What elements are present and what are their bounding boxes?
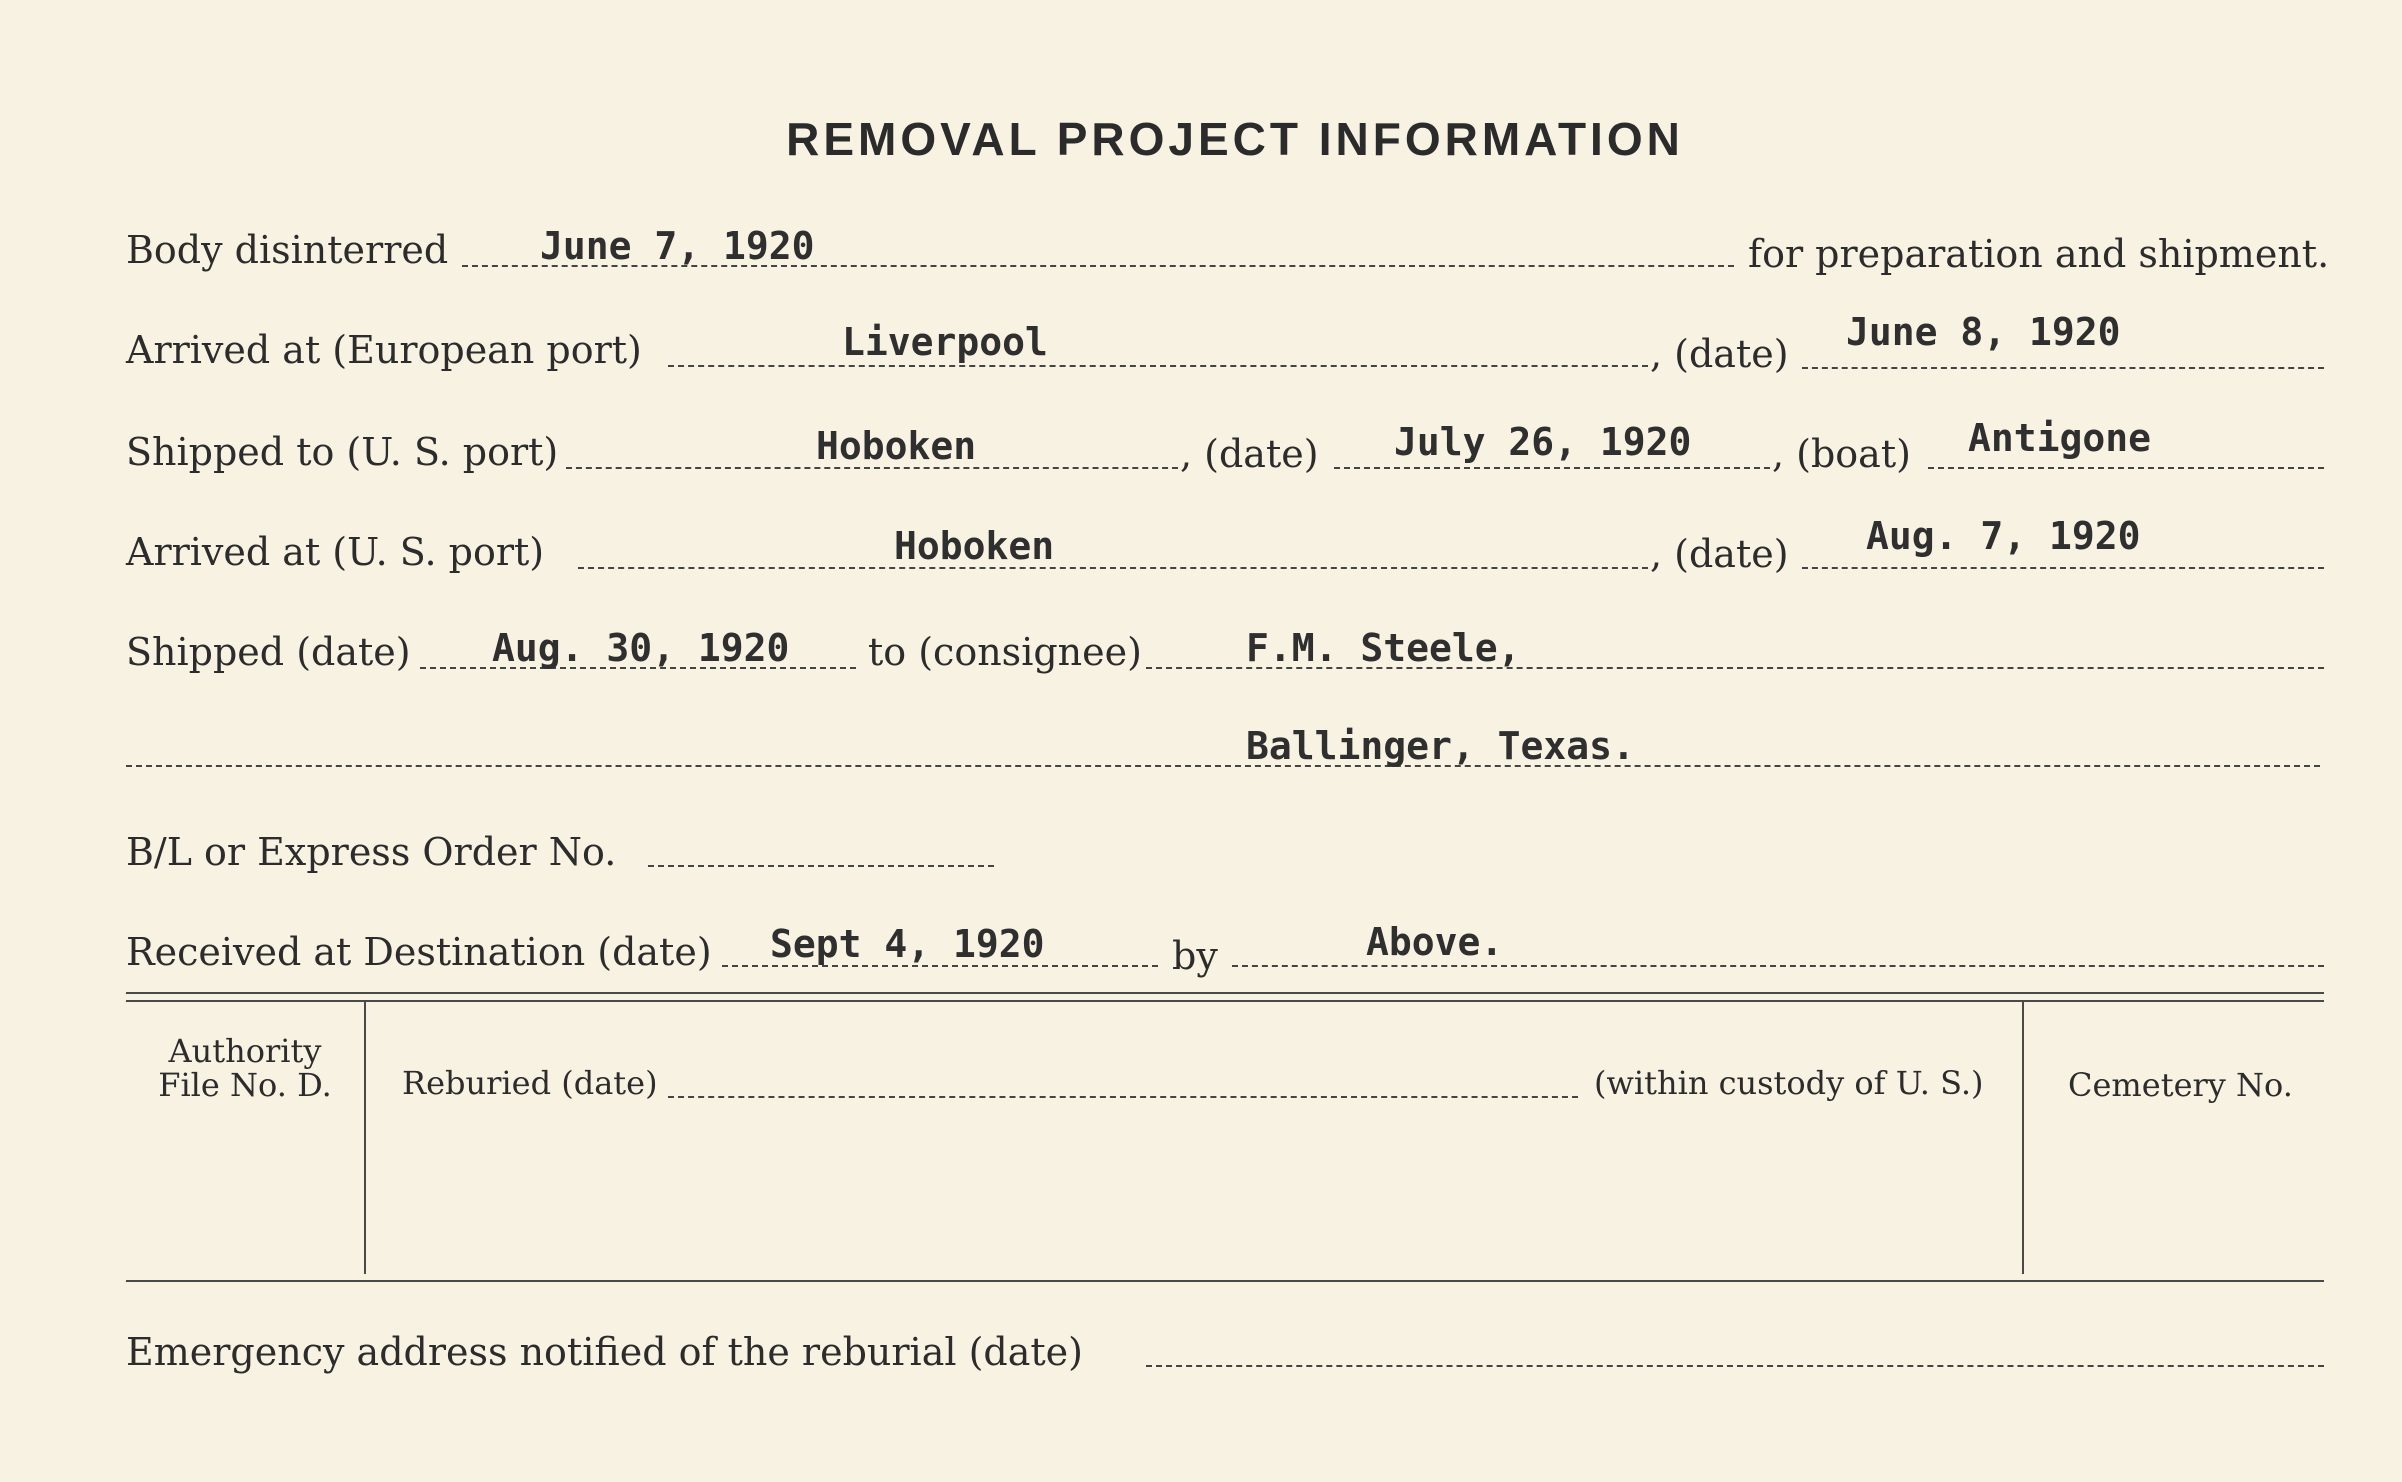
box-bottom-rule [126, 1280, 2324, 1282]
arrived-european-date-line [1802, 367, 2324, 369]
shipped-to-us-boat-label: , (boat) [1772, 432, 1911, 476]
body-disinterred-suffix: for preparation and shipment. [1748, 232, 2330, 276]
shipped-to-us-date-label: , (date) [1180, 432, 1319, 476]
received-by-line [1232, 965, 2324, 967]
received-value: Sept 4, 1920 [770, 922, 1045, 966]
box-divider-left [364, 1002, 366, 1274]
arrived-us-date-line [1802, 567, 2324, 569]
shipped-to-us-value: Hoboken [816, 424, 977, 468]
authority-label-line2: File No. D. [158, 1066, 332, 1104]
bl-order-line [648, 865, 994, 867]
emergency-label: Emergency address notified of the reburial (date) [126, 1330, 1083, 1374]
received-by-value: Above. [1366, 920, 1504, 964]
shipped-to-us-date-line [1334, 467, 1770, 469]
arrived-european-value: Liverpool [842, 320, 1048, 364]
arrived-european-date-value: June 8, 1920 [1846, 310, 2121, 354]
shipped-to-us-boat-line [1928, 467, 2324, 469]
shipped-to-us-date-value: July 26, 1920 [1394, 420, 1692, 464]
arrived-us-value: Hoboken [894, 524, 1055, 568]
consignee-value: F.M. Steele, [1246, 626, 1521, 670]
shipped-date-value: Aug. 30, 1920 [492, 626, 790, 670]
authority-label-line1: Authority [168, 1032, 322, 1070]
box-top-rule-2 [126, 1000, 2324, 1002]
received-label: Received at Destination (date) [126, 930, 712, 974]
arrived-european-label: Arrived at (European port) [126, 328, 642, 372]
consignee-value-line2: Ballinger, Texas. [1246, 724, 1635, 768]
body-disinterred-value: June 7, 1920 [540, 224, 815, 268]
bl-order-label: B/L or Express Order No. [126, 830, 617, 874]
body-disinterred-label: Body disinterred [126, 228, 449, 272]
received-by-label: by [1172, 934, 1218, 978]
box-top-rule [126, 992, 2324, 994]
emergency-line [1146, 1365, 2324, 1367]
arrived-us-date-label: , (date) [1650, 532, 1789, 576]
box-divider-right [2022, 1002, 2024, 1274]
reburied-line [668, 1096, 1578, 1098]
arrived-european-date-label: , (date) [1650, 332, 1789, 376]
shipped-to-us-label: Shipped to (U. S. port) [126, 430, 559, 474]
card-title: REMOVAL PROJECT INFORMATION [786, 113, 1684, 165]
arrived-us-line [578, 567, 1648, 569]
shipped-to-us-boat-value: Antigone [1968, 416, 2152, 460]
arrived-us-label: Arrived at (U. S. port) [126, 530, 545, 574]
arrived-us-date-value: Aug. 7, 1920 [1866, 514, 2141, 558]
consignee-label: to (consignee) [868, 630, 1142, 674]
custody-label: (within custody of U. S.) [1594, 1064, 1984, 1102]
arrived-european-line [668, 365, 1648, 367]
cemetery-label: Cemetery No. [2068, 1066, 2293, 1104]
reburied-label: Reburied (date) [402, 1064, 658, 1102]
shipped-date-label: Shipped (date) [126, 630, 411, 674]
consignee-line-2 [126, 765, 2320, 767]
